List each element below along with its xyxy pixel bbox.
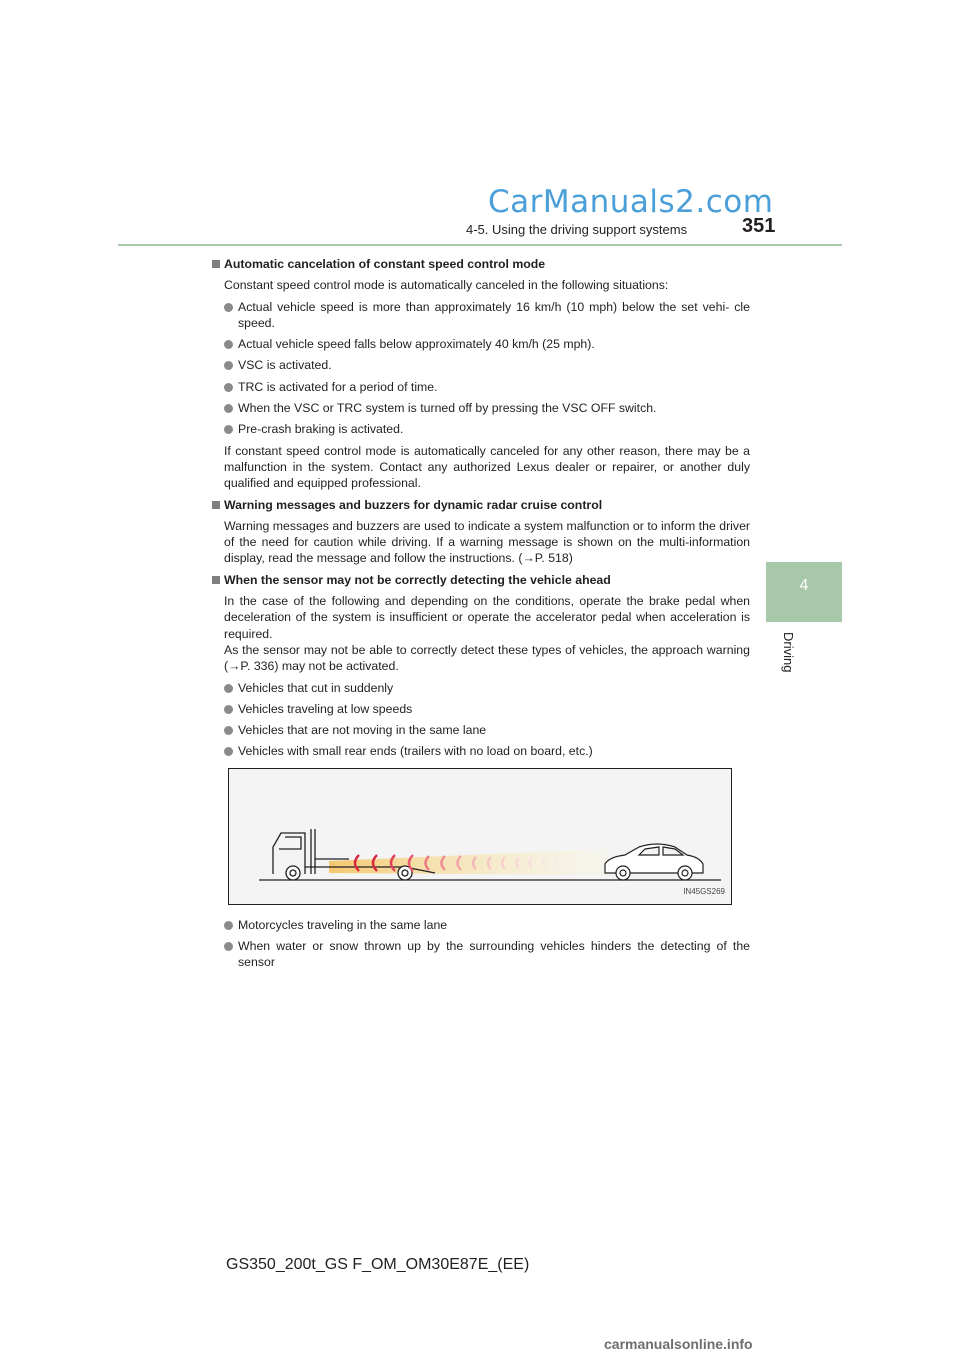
bullet-dot-icon xyxy=(224,726,233,735)
paragraph: If constant speed control mode is automatically canceled for any other reason, there may be a malfunction in the system. Contact any authorized Lexus dealer or repairer, or another duly qualified and equipped professional. xyxy=(224,443,750,491)
document-code-footer: GS350_200t_GS F_OM_OM30E87E_(EE) xyxy=(226,1256,530,1273)
list-item: When water or snow thrown up by the surrounding vehicles hinders the detecting of the sensor xyxy=(224,938,750,971)
bullet-dot-icon xyxy=(224,705,233,714)
chapter-tab xyxy=(766,562,842,622)
square-bullet-icon xyxy=(212,501,220,509)
figure-code: IN45GS269 xyxy=(683,887,725,897)
sedan-icon xyxy=(605,844,703,880)
square-bullet-icon xyxy=(212,260,220,268)
list-item: Motorcycles traveling in the same lane xyxy=(224,917,750,933)
bullet-dot-icon xyxy=(224,942,233,951)
section-heading: When the sensor may not be correctly detecting the vehicle ahead xyxy=(210,572,750,588)
bullet-dot-icon xyxy=(224,747,233,756)
list-item: Actual vehicle speed falls below approximately 40 km/h (25 mph). xyxy=(224,336,750,352)
paragraph: In the case of the following and depending on the conditions, operate the brake pedal when deceleration of the system is insufficient or operate the accelerator pedal when acceleration is required. xyxy=(224,594,750,641)
list-item: Vehicles that are not moving in the same lane xyxy=(224,722,750,738)
bullet-dot-icon xyxy=(224,921,233,930)
list-item: Vehicles traveling at low speeds xyxy=(224,701,750,717)
truck-and-car-illustration xyxy=(229,769,731,904)
list-item: Vehicles with small rear ends (trailers with no load on board, etc.) xyxy=(224,743,750,759)
list-item: When the VSC or TRC system is turned off by pressing the VSC OFF switch. xyxy=(224,400,750,416)
bullet-dot-icon xyxy=(224,684,233,693)
paragraph: As the sensor may not be able to correctly detect these types of vehicles, the approach warning (→P. 336) may not be activated. xyxy=(224,642,750,674)
section-heading: Warning messages and buzzers for dynamic radar cruise control xyxy=(210,497,750,513)
list-item: TRC is activated for a period of time. xyxy=(224,379,750,395)
chapter-label-text: Driving xyxy=(781,632,796,673)
page-content xyxy=(210,256,750,976)
bullet-dot-icon xyxy=(224,383,233,392)
list-item: Actual vehicle speed is more than approximately 16 km/h (10 mph) below the set vehi- cle speed. xyxy=(224,299,750,332)
paragraph: Constant speed control mode is automatically canceled in the following situations: xyxy=(224,278,669,293)
chapter-label xyxy=(776,632,806,692)
bullet-dot-icon xyxy=(224,425,233,434)
section-title: 4-5. Using the driving support systems xyxy=(466,222,688,237)
illustration-truck-radar xyxy=(228,768,732,905)
list-item: Pre-crash braking is activated. xyxy=(224,421,750,437)
list-item: Vehicles that cut in suddenly xyxy=(224,680,750,696)
watermark-footer: carmanualsonline.info xyxy=(604,1336,753,1352)
watermark-logo: CarManuals2.com xyxy=(488,184,774,220)
page-number: 351 xyxy=(742,215,776,237)
square-bullet-icon xyxy=(212,576,220,584)
paragraph: Warning messages and buzzers are used to indicate a system malfunction or to inform the driver of the need for caution while driving. If a warning message is shown on the multi-information display, read the message and follow the instructions. (→P. 518) xyxy=(224,518,750,566)
bullet-dot-icon xyxy=(224,303,233,312)
bullet-dot-icon xyxy=(224,340,233,349)
header-divider xyxy=(118,244,842,246)
bullet-dot-icon xyxy=(224,404,233,413)
list-item: VSC is activated. xyxy=(224,357,750,373)
bullet-dot-icon xyxy=(224,361,233,370)
section-heading: Automatic cancelation of constant speed control mode xyxy=(210,256,750,272)
chapter-number: 4 xyxy=(799,577,809,594)
